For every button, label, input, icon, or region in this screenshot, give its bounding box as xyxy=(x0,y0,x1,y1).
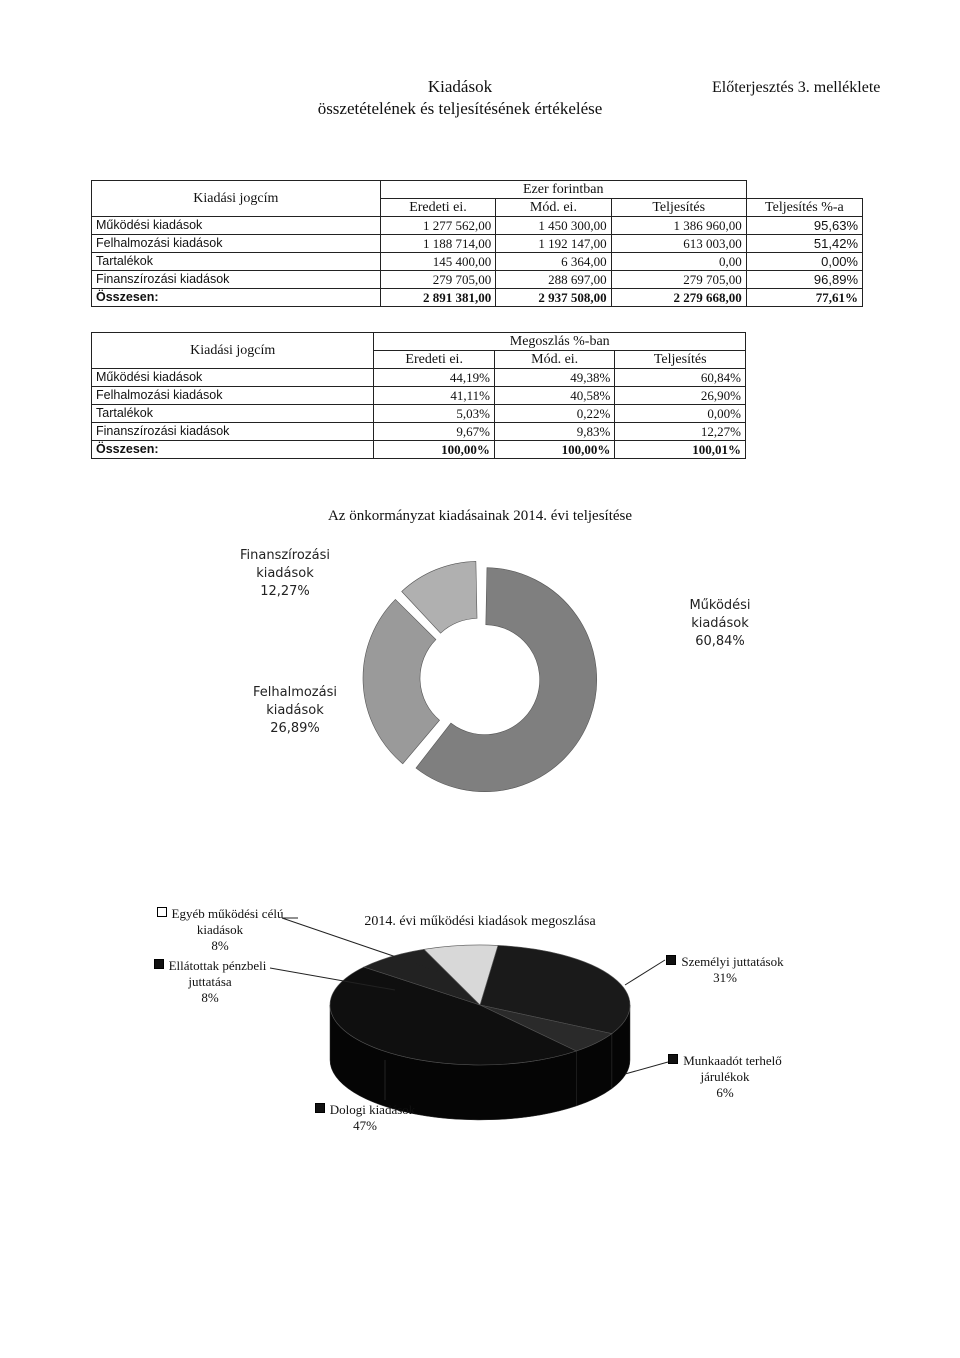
legend-material xyxy=(305,1102,425,1134)
pie-chart-title: 2014. évi működési kiadások megoszlása xyxy=(364,914,596,929)
legend-label: Személyi juttatások xyxy=(681,954,784,969)
slice-label: Finanszírozási xyxy=(240,548,330,563)
total-label: Összesen: xyxy=(92,441,374,459)
cell: 1 277 562,00 xyxy=(380,217,496,235)
legend-pct: 8% xyxy=(201,990,219,1005)
legend-pct: 8% xyxy=(211,938,229,953)
col-label-header: Kiadási jogcím xyxy=(92,333,374,369)
cell: 613 003,00 xyxy=(611,235,746,253)
legend-pct: 6% xyxy=(716,1085,734,1100)
cell: 26,90% xyxy=(615,387,746,405)
slice-label: kiadások xyxy=(266,703,324,718)
legend-label: Munkaadót terhelő xyxy=(683,1053,782,1068)
legend-beneficiary xyxy=(140,958,280,1006)
leader-line xyxy=(270,968,395,990)
row-label: Működési kiadások xyxy=(92,369,374,387)
title-line-1: Kiadások xyxy=(427,77,493,96)
cell: 2 279 668,00 xyxy=(611,289,746,307)
cell: 288 697,00 xyxy=(496,271,611,289)
cell: 279 705,00 xyxy=(611,271,746,289)
unit-header: Ezer forintban xyxy=(380,181,746,199)
slice-pct: 12,27% xyxy=(260,584,310,599)
slice-label: kiadások xyxy=(256,566,314,581)
cell: 6 364,00 xyxy=(496,253,611,271)
legend-swatch xyxy=(154,959,164,969)
cell: 12,27% xyxy=(615,423,746,441)
cell: 100,01% xyxy=(615,441,746,459)
total-label: Összesen: xyxy=(92,289,381,307)
col-label-header: Kiadási jogcím xyxy=(92,181,381,217)
cell: 9,67% xyxy=(374,423,494,441)
legend-label: Egyéb működési célú xyxy=(171,906,284,921)
cell: 1 450 300,00 xyxy=(496,217,611,235)
cell: 44,19% xyxy=(374,369,494,387)
cell: 279 705,00 xyxy=(380,271,496,289)
donut-chart-title: Az önkormányzat kiadásainak 2014. évi teljesítése xyxy=(327,508,633,524)
slice-label: kiadások xyxy=(691,616,749,631)
col-header: Eredeti ei. xyxy=(380,199,496,217)
cell: 145 400,00 xyxy=(380,253,496,271)
legend-label: Ellátottak pénzbeli xyxy=(168,958,267,973)
cell: 0,00 xyxy=(611,253,746,271)
legend-swatch xyxy=(157,907,167,917)
legend-personnel xyxy=(655,954,795,986)
title-line-2: összetételének és teljesítésének értékelése xyxy=(317,99,603,118)
col-header: Teljesítés %-a xyxy=(746,199,862,217)
legend-other-operating xyxy=(145,906,295,954)
slice-label: Felhalmozási xyxy=(253,685,337,700)
row-label: Finanszírozási kiadások xyxy=(92,423,374,441)
legend-swatch xyxy=(315,1103,325,1113)
cell: 77,61% xyxy=(746,289,862,307)
col-header: Mód. ei. xyxy=(496,199,611,217)
slice-pct: 60,84% xyxy=(695,634,745,649)
cell: 100,00% xyxy=(494,441,614,459)
legend-label: járulékok xyxy=(700,1069,750,1084)
cell: 0,22% xyxy=(494,405,614,423)
row-label: Működési kiadások xyxy=(92,217,381,235)
unit-header: Megoszlás %-ban xyxy=(374,333,746,351)
legend-label: Dologi kiadások xyxy=(329,1102,416,1117)
col-header: Teljesítés xyxy=(615,351,746,369)
legend-swatch xyxy=(666,955,676,965)
cell: 49,38% xyxy=(494,369,614,387)
legend-label: juttatása xyxy=(188,974,232,989)
cell: 2 891 381,00 xyxy=(380,289,496,307)
col-header: Mód. ei. xyxy=(494,351,614,369)
cell: 5,03% xyxy=(374,405,494,423)
slice-label: Működési xyxy=(689,598,751,613)
cell: 95,63% xyxy=(746,217,862,235)
cell: 9,83% xyxy=(494,423,614,441)
col-header: Eredeti ei. xyxy=(374,351,494,369)
row-label: Tartalékok xyxy=(92,405,374,423)
cell: 0,00% xyxy=(746,253,862,271)
cell: 1 188 714,00 xyxy=(380,235,496,253)
legend-pct: 31% xyxy=(713,970,737,985)
cell: 2 937 508,00 xyxy=(496,289,611,307)
cell: 40,58% xyxy=(494,387,614,405)
row-label: Finanszírozási kiadások xyxy=(92,271,381,289)
cell: 0,00% xyxy=(615,405,746,423)
row-label: Felhalmozási kiadások xyxy=(92,235,381,253)
legend-contributions xyxy=(660,1053,790,1101)
legend-swatch xyxy=(668,1054,678,1064)
legend-pct: 47% xyxy=(353,1118,377,1133)
cell: 100,00% xyxy=(374,441,494,459)
leader-line xyxy=(282,918,440,972)
slice-pct: 26,89% xyxy=(270,721,320,736)
cell: 96,89% xyxy=(746,271,862,289)
cell: 1 192 147,00 xyxy=(496,235,611,253)
cell: 1 386 960,00 xyxy=(611,217,746,235)
document-reference: Előterjesztés 3. melléklete xyxy=(712,79,881,96)
cell: 60,84% xyxy=(615,369,746,387)
cell: 41,11% xyxy=(374,387,494,405)
row-label: Felhalmozási kiadások xyxy=(92,387,374,405)
legend-label: kiadások xyxy=(196,922,244,937)
cell: 51,42% xyxy=(746,235,862,253)
col-header: Teljesítés xyxy=(611,199,746,217)
row-label: Tartalékok xyxy=(92,253,381,271)
